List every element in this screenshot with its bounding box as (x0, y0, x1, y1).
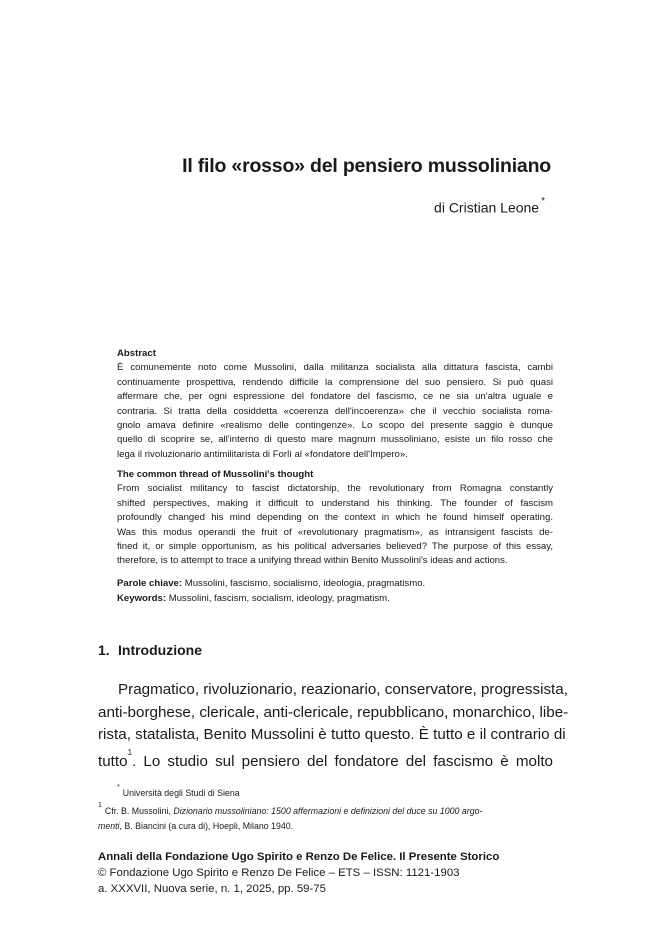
abstract-en-line: therefore, is to attempt to trace a unifying thread within Benito Mussolini's ideas and actions. (117, 555, 508, 567)
body-line: rista, statalista, Benito Mussolini è tutto questo. È tutto e il contrario di (98, 726, 566, 744)
body-line (98, 747, 553, 774)
abstract-en-line: From socialist militancy to fascist dictatorship, the revolutionary from Romagna constantly (117, 483, 553, 495)
section-heading (98, 642, 202, 658)
abstract-en-line: Was this modus operandi the fruit of «revolutionary pragmatism», as intransigent fascists de- (117, 526, 553, 538)
abstract-english (117, 468, 553, 569)
footnote-text: , B. Biancini (a cura di), Hoepli, Milano 1940. (119, 820, 294, 831)
abstract-en-heading: The common thread of Mussolini's thought (117, 469, 314, 480)
abstract-line: affermare che, per ogni espressione del fondatore del fascismo, ce ne sia un'altra uguale e (117, 391, 553, 403)
footnote-mark: 1 (98, 801, 102, 809)
abstract-line: quello di scoprire se, all'interno di questo mare magnum mussoliniano, esiste un filo rosso che (117, 434, 553, 446)
author-footnote-mark[interactable]: * (541, 196, 545, 207)
abstract-line: contraria. Si tratta della cosiddetta «coerenza dell'incoerenza» che il vecchio socialista roma- (117, 405, 553, 417)
footnote-affiliation (98, 783, 553, 801)
article-title: Il filo «rosso» del pensiero mussoliniano (182, 155, 551, 177)
section-number: 1. (98, 642, 110, 658)
footnote-mark: * (117, 784, 120, 791)
keywords-en-text: Mussolini, fascism, socialism, ideology, pragmatism. (166, 592, 390, 604)
keywords-italian (117, 577, 553, 592)
keywords-english (117, 592, 553, 607)
journal-copyright: © Fondazione Ugo Spirito e Renzo De Felice – ETS – ISSN: 1121-1903 (98, 867, 460, 880)
footnote-ref-1[interactable]: 1 (127, 747, 133, 757)
keywords-block (117, 577, 553, 607)
abstract-en-line: fined it, or simple opportunism, as his political adversaries believed? The purpose of this essay, (117, 541, 553, 553)
footnotes (98, 783, 553, 834)
footnote-1 (98, 801, 553, 819)
abstract-line: gnolo amava definire «realismo delle contingenze». Lo scopo del presente saggio è dunque (117, 420, 553, 432)
author-name: di Cristian Leone (434, 199, 540, 216)
footnote-italic-title: menti (98, 820, 120, 831)
body-paragraph (98, 679, 569, 773)
abstract-italian (117, 347, 553, 462)
keywords-it-text: Mussolini, fascismo, socialismo, ideologia, pragmatismo. (182, 578, 426, 589)
body-text-fragment: tutto (98, 752, 128, 770)
journal-issue: a. XXXVII, Nuova serie, n. 1, 2025, pp. 59-75 (98, 883, 326, 896)
abstract-line: È comunemente noto come Mussolini, dalla militanza socialista alla dittatura fascista, cambi (117, 362, 553, 374)
abstract-en-line: shifted perspectives, making it difficult to understand his thinking. The founder of fascism (117, 497, 553, 509)
keywords-en-label: Keywords: (117, 592, 167, 604)
abstract-heading: Abstract (117, 348, 156, 359)
footnote-italic-title: Dizionario mussoliniano: 1500 affermazioni e definizioni del duce su 1000 argo- (173, 805, 483, 816)
section-title: Introduzione (118, 642, 202, 658)
abstract-body (117, 361, 553, 462)
body-text-fragment: . Lo studio sul pensiero del fondatore del fascismo è molto (132, 752, 553, 770)
body-line: anti-borghese, clericale, anti-clericale, repubblicano, monarchico, libe- (98, 703, 569, 721)
affiliation-text: Università degli Studi di Siena (122, 787, 240, 798)
journal-name: Annali della Fondazione Ugo Spirito e Renzo De Felice. Il Presente Storico (98, 851, 500, 863)
journal-info (98, 849, 499, 898)
abstract-en-line: profoundly changed his mind depending on the context in which he found himself operating. (117, 512, 553, 524)
body-line: Pragmatico, rivoluzionario, reazionario, conservatore, progressista, (118, 681, 568, 698)
footnote-text: Cfr. B. Mussolini, (104, 805, 174, 816)
keywords-it-label: Parole chiave: (117, 578, 183, 589)
abstract-line: lega il rivoluzionario antimilitarista di Forlì al «fondatore dell'Impero». (117, 448, 408, 460)
abstract-line: continuamente prospettiva, rendendo difficile la comprensione del suo pensiero. Si può quasi (117, 376, 553, 388)
abstract-en-body (117, 482, 553, 568)
author-line (0, 196, 545, 216)
footnote-1-continued (98, 819, 553, 834)
